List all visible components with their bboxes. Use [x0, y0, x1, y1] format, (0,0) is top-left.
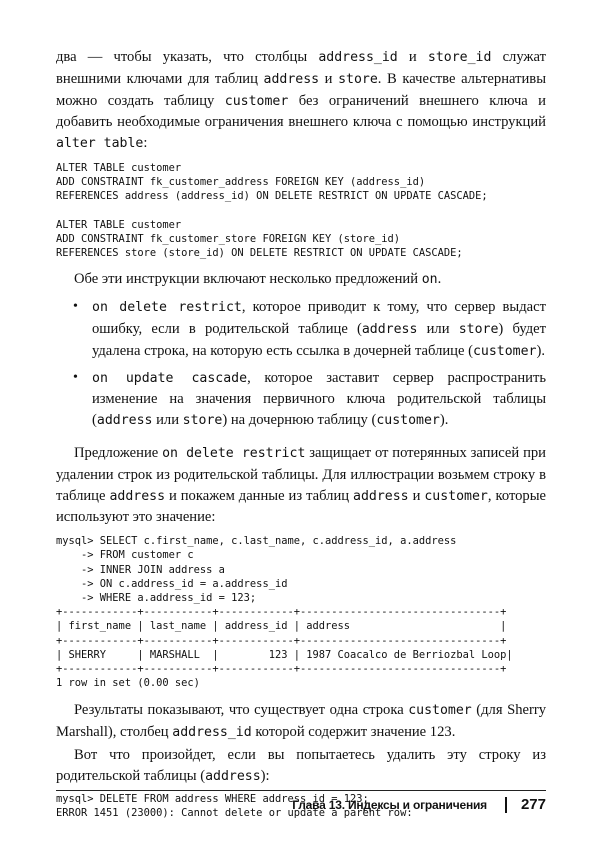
text: без ограничений внешнего ключа и добавить необходимые ограничения внешнего ключа с помощью инструкций: [56, 92, 546, 131]
text: ) на дочернюю таблицу (: [222, 412, 377, 429]
text: защищает от потерянных записей при удалении строк из родительской таблицы. Для иллюстрации возьмем строку в таблице: [56, 444, 546, 504]
code-term: customer: [224, 93, 289, 109]
text: .: [437, 271, 442, 288]
text: , которое приводит к тому, что сервер выдаст ошибку, если в родительской таблице (: [92, 299, 546, 337]
delete-paragraph: [56, 745, 546, 788]
text: ) будет удалена строка, на которую есть ссылка в дочерней таблице (: [92, 321, 546, 359]
text: и покажем данные из таблиц: [165, 487, 354, 504]
text: или: [152, 412, 183, 429]
select-query-code-block: mysql> SELECT c.first_name, c.last_name, c.address_id, a.address -> FROM customer c -> INNER JOIN address a -> ON c.address_id = a.address_id -> WHERE a.address_id = 123; +------------+-----------+------------+--------------------------------+ | first_name | last_name | address_id | address | +------------+-----------+------------+--------------------------------+ | SHERRY | MARSHALL | 123 | 1987 Coacalco de Berriozbal Loop| +------------+-----------+------------+--------------------------------+ 1 row in set (0.00 sec): [56, 535, 513, 690]
code-term: address: [353, 488, 409, 504]
text: и: [319, 70, 339, 87]
code-term: address_id: [318, 50, 398, 65]
text: Обе эти инструкции включают несколько предложений: [74, 271, 422, 288]
code-term: on: [421, 272, 438, 288]
code-term: address: [361, 322, 418, 337]
code-term: on delete restrict: [162, 445, 306, 461]
code-term: address: [205, 768, 261, 784]
text: Предложение: [74, 444, 163, 461]
text: ).: [439, 412, 449, 429]
code-term: store: [182, 413, 223, 429]
bullet-icon: •: [73, 299, 78, 315]
text: и: [408, 487, 425, 504]
delete-query-code-block: mysql> DELETE FROM address WHERE address_id = 123; ERROR 1451 (23000): Cannot delete or update a parent row:: [56, 792, 413, 819]
text: Результаты показывают, что существует одна строка: [74, 702, 409, 719]
code-term: store_id: [427, 50, 492, 65]
page-body: [56, 47, 546, 820]
text: и: [397, 49, 428, 65]
alter-table-code-block: ALTER TABLE customer ADD CONSTRAINT fk_customer_address FOREIGN KEY (address_id) REFERENCES address (address_id) ON DELETE RESTRICT ON UPDATE CASCADE; ALTER TABLE customer ADD CONSTRAINT fk_customer_store FOREIGN KEY (store_id) REFERENCES store (store_id) ON DELETE RESTRICT ON UPDATE CASCADE;: [56, 161, 488, 260]
footer-divider: [56, 790, 546, 791]
list-item-on-delete-restrict: [56, 297, 546, 362]
text: служат внешними ключами для таблиц: [56, 49, 546, 87]
restrict-paragraph: [56, 443, 546, 528]
text: ).: [536, 342, 546, 359]
code-term: customer: [408, 703, 472, 719]
text: (для Sherry Marshall), столбец: [56, 702, 546, 741]
chapter-title: Глава 13. Индексы и ограничения: [292, 797, 487, 812]
code-term: store: [338, 71, 378, 87]
page-number: 277: [520, 796, 546, 813]
text: . В качестве альтернативы можно создать таблицу: [56, 70, 546, 109]
text: ):: [260, 767, 270, 784]
code-term: store: [458, 322, 499, 337]
bullet-icon: •: [73, 369, 78, 385]
code-term: address: [263, 71, 320, 87]
code-term: customer: [424, 488, 488, 504]
text: :: [143, 135, 148, 152]
both-statements-paragraph: [56, 269, 546, 291]
code-term: address: [96, 413, 153, 429]
code-term: customer: [376, 413, 440, 429]
results-paragraph: [56, 700, 546, 744]
code-term: address: [109, 488, 166, 504]
page-footer: [292, 796, 546, 813]
intro-paragraph: [56, 47, 546, 155]
text: , которое заставит сервер распространить изменение на значения первичного ключа родительской таблицы (: [92, 369, 546, 429]
clause-list: [56, 297, 546, 432]
code-term: on delete restrict: [92, 300, 242, 316]
code-term: customer: [472, 343, 537, 359]
text: два — чтобы указать, что столбцы: [56, 49, 319, 65]
text: или: [417, 321, 459, 337]
code-term: address_id: [172, 725, 252, 741]
footer-separator: [505, 797, 507, 813]
text: которой содержит значение 123.: [251, 724, 456, 741]
code-term: alter table: [56, 136, 144, 152]
text: Вот что произойдет, если вы попытаетесь удалить эту строку из родительской таблицы (: [56, 747, 546, 784]
code-term: on update cascade: [92, 370, 248, 386]
text: , которые используют это значение:: [56, 487, 546, 526]
list-item-on-update-cascade: [56, 368, 546, 432]
